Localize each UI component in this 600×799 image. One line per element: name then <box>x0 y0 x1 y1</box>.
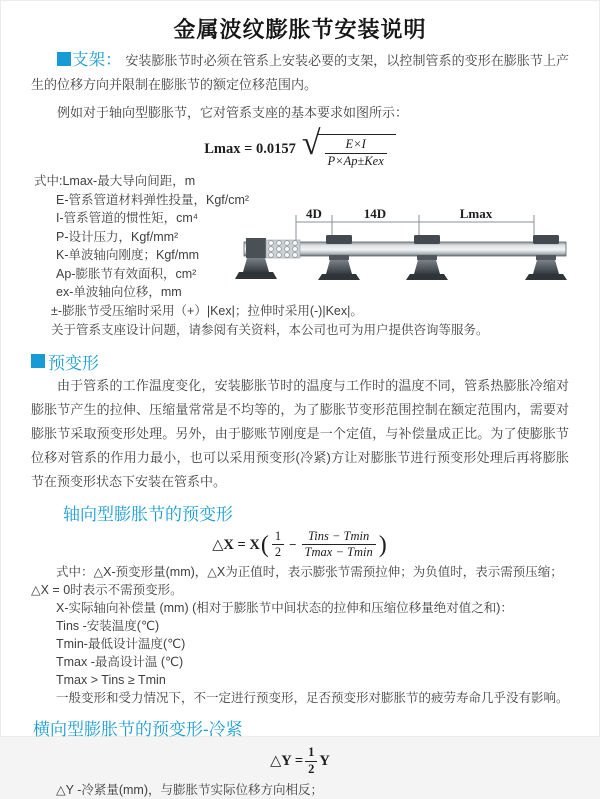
lateral-formula <box>1 745 599 777</box>
fraction-denominator: Tmax − Tmin <box>302 544 376 561</box>
axial-line: Tins -安装温度(℃) <box>56 619 160 633</box>
definition-line: P-设计压力，Kgf/mm² <box>56 229 179 244</box>
definition-line: 式中:Lmax-最大导向间距，m <box>34 174 196 189</box>
support-paragraph <box>31 48 569 97</box>
formula-lhs: △Y = <box>270 753 304 770</box>
square-root <box>301 125 396 169</box>
formula-lhs: △X = X <box>212 536 260 553</box>
section-bullet-icon <box>57 52 71 66</box>
pipe-support-diagram <box>234 202 586 294</box>
fraction-denominator: 2 <box>305 761 317 778</box>
section-predeform-title: 预变形 <box>48 353 99 373</box>
section-support-heading: 支架： <box>72 51 122 69</box>
dim-label-lmax: Lmax <box>459 206 493 222</box>
axial-line: Tmin-最低设计温度(℃) <box>56 637 186 651</box>
definition-line: Ap-膨胀节有效面积，cm² <box>56 266 197 281</box>
axial-subheading: 轴向型膨胀节的预变形 <box>63 504 233 524</box>
section-predeform-heading <box>31 349 599 374</box>
definition-line: E-管系管道材料弹性投量，Kgf/cm² <box>56 192 250 207</box>
lateral-subheading: 横向型膨胀节的预变形-冷紧 <box>33 720 243 739</box>
axial-line: X-实际轴向补偿量 (mm) (相对于膨胀节中间状态的拉伸和压缩位移量绝对值之和)： <box>56 601 513 615</box>
definition-line: I-管系管道的惯性矩，cm⁴ <box>56 211 199 226</box>
fraction-denominator: 2 <box>272 544 284 561</box>
definition-line: K-单波轴向刚度；Kgf/mm <box>56 248 200 263</box>
definition-line: ±-膨胀节受压缩时采用（+）|Kex|；拉伸时采用(-)|Kex|。 <box>51 303 363 318</box>
fraction-numerator: E×I <box>345 137 366 151</box>
fraction-numerator: 1 <box>308 745 315 759</box>
axial-line: Tmax -最高设计温 (℃) <box>56 655 184 669</box>
lmax-formula <box>1 125 599 169</box>
axial-line: 一般变形和受力情况下，不一定进行预变形，足否预变形对膨胀节的疲劳寿命几乎没有影响。 <box>56 691 569 705</box>
predeform-paragraph: 由于管系的工作温度变化，安装膨胀节时的温度与工作时的温度不同，管系热膨胀冷缩对膨胀节产生的拉伸、压缩量常常是不均等的，为了膨胀节变形范围控制在额定范围内，需要对膨胀节采取预变形处理。另外，由于膨账节刚度是一个定值，与补偿量成正比。为了使膨胀节位移对管系的作用力最小，也可以采用预变形(冷紧)方让对膨胀节进行预变形处理后再将膨胀节在预变形状态下安装在管系中。 <box>31 377 569 489</box>
radical-sign-icon: √ <box>301 125 321 162</box>
dim-label-14d: 14D <box>363 206 387 222</box>
left-paren: ( <box>260 531 269 558</box>
fraction <box>325 137 387 169</box>
radicand <box>318 134 396 169</box>
page-title: 金属波纹膨胀节安装说明 <box>173 17 427 42</box>
bellows <box>266 240 300 258</box>
formula-rhs: Y <box>319 752 330 769</box>
axial-line: Tmax > Tins ≥ Tmin <box>56 673 166 687</box>
fraction-denominator: P×Ap±Kex <box>325 153 387 170</box>
support-intro-text: 安装膨胀节时必须在管系上安装必要的支架，以控制管系的变形在膨胀节上产生的位移方向并限制在膨胀节的额定位移范围内。 <box>31 53 569 92</box>
lateral-note: △Y -冷紧量(mm)，与膨胀节实际位移方向相反； <box>56 783 324 798</box>
definition-line: 关于管系支座设计问题，请参阅有关资料，本公司也可为用户提供咨询等服务。 <box>51 323 489 338</box>
axial-line: 式中：△X-预变形量(mm)，△X为正值时，表示膨张节需预拉伸；为负值时，表示需预压缩；△X = 0时表示不需预变形。 <box>31 565 563 597</box>
fraction <box>305 745 317 777</box>
fraction <box>302 529 376 561</box>
support-example-text: 例如对于轴向型膨胀节，它对管系支座的基本要求如图所示： <box>57 105 409 120</box>
fraction-numerator: Tins − Tmin <box>308 528 370 543</box>
dimension-labels <box>306 206 493 221</box>
minus-operator: − <box>289 536 297 552</box>
dim-label-4d: 4D <box>306 206 322 222</box>
formula-lhs: Lmax = 0.0157 <box>204 140 296 157</box>
definitions-block <box>1 172 599 341</box>
fraction-numerator: 1 <box>274 528 282 543</box>
definition-line: ex-单波轴向位移，mm <box>56 285 182 300</box>
fraction <box>272 529 284 561</box>
section-bullet-icon <box>31 354 45 368</box>
right-paren: ) <box>378 531 387 558</box>
axial-formula <box>1 529 599 561</box>
